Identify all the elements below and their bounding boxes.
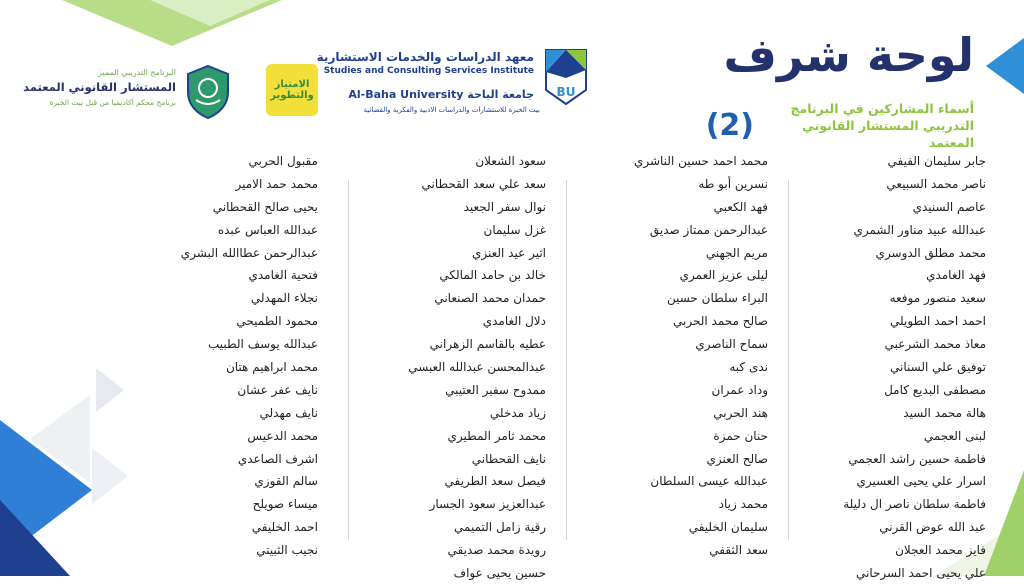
participant-name: اثير عيد العنزي [471,245,546,260]
program-subtext: برنامج محكم أكاديميا من قبل بيت الخبرة [49,98,176,107]
participant-name: معاذ محمد الشرعبي [884,337,986,352]
participant-name: هند الحربي [713,405,768,420]
participant-name: عاصم السنيدي [912,199,986,214]
participant-name: ناصر محمد السبيعي [886,176,986,191]
names-column-4 [168,150,318,562]
participant-name: مصطفى البديع كامل [884,382,986,397]
program-name: المستشار القانوني المعتمد [23,80,176,94]
participant-name: توفيق علي السناني [890,360,986,375]
page-title: لوحة شرف [723,28,974,82]
participant-name: سعد الثقفي [709,543,768,558]
participant-name: نايف عفر عشان [237,382,318,397]
participant-name: اسرار علي يحيى العسيري [856,474,986,489]
participant-name: يحيى صالح القحطاني [212,199,318,214]
participant-name: حسين يحيى عواف [453,566,546,581]
bu-mark-text: BU [556,85,576,99]
names-column-3 [368,150,546,585]
participant-name: محمد احمد حسين الناشري [633,154,768,168]
participant-name: سعد علي سعد القحطاني [421,176,546,191]
participant-name: فايز محمد العجلان [895,543,986,558]
participant-name: لبنى العجمي [923,428,986,443]
participant-name: ممدوح سفير العتيبي [445,382,546,397]
participant-name: فيصل سعد الطريفي [444,474,546,489]
participant-name: عبدالله العباس عبده [217,222,318,237]
participant-name: عبدالله عيسى السلطان [650,474,768,489]
decor-triangle-lightgreen [150,0,270,26]
participant-name: وداد عمران [711,382,768,397]
participant-name: رقية زامل التميمي [454,520,546,535]
bu-arabic-name: معهد الدراسات والخدمات الاستشارية [316,50,534,64]
bu-university-name: Al-Baha University جامعة الباحة [348,88,534,101]
participant-name: محمد زياد [718,497,768,512]
column-divider [348,180,349,540]
participant-name: احمد الخليفي [251,520,318,535]
participant-name: مريم الجهني [705,245,768,260]
participant-name: جابر سليمان الفيفي [887,154,986,168]
decor-triangle-navy [0,500,70,576]
participant-name: عبدالمحسن عبدالله العبسي [408,360,546,375]
participant-name: رويدة محمد صديقي [447,543,546,558]
participant-name: محمد الدعيس [247,428,318,443]
names-column-1 [808,150,986,585]
participant-name: مقبول الحربي [248,154,318,168]
participant-name: هالة محمد السيد [903,405,986,420]
participant-name: فاطمة حسين راشد العجمي [848,451,986,466]
participant-name: فهد الكعبي [713,199,768,214]
participant-name: سعيد منصور موفعه [889,291,986,306]
participant-name: فهد الغامدي [926,268,986,283]
participant-name: سليمان الخليفي [688,520,768,535]
participant-name: محمد مطلق الدوسري [875,245,986,260]
decor-triangle-blue-right [986,38,1024,94]
participant-name: دلال الغامدي [482,314,546,329]
participant-name: صالح العنزي [706,451,768,466]
participant-name: سعود الشعلان [475,154,546,168]
decor-triangle-green-right [984,470,1024,576]
participant-name: علي يحيى احمد السرحاني [855,566,986,581]
names-column-2 [590,150,768,562]
participant-name: عبد الله عوض القرني [879,520,986,535]
participant-name: عبدالرحمن ممتاز صديق [649,222,768,237]
imtiaz-logo: الامتياز والتطوير [266,64,318,116]
participant-name: حنان حمزة [713,428,768,443]
subtitle-block [706,100,974,151]
participant-name: سالم القوزي [254,474,318,489]
participant-name: سماح الناصري [695,337,768,352]
bu-mark-icon [540,48,588,106]
subtitle: أسماء المشاركين في البرنامج التدريبي المستشار القانوني المعتمد [790,101,974,150]
participant-name: ليلى عزيز العمري [679,268,768,283]
participant-name: صالح محمد الحربي [673,314,768,329]
decor-triangle-grey [92,448,128,504]
albaha-university-logo [316,48,588,120]
participant-name: غزل سليمان [483,222,546,237]
participant-name: نجيب الثبيتي [256,543,318,558]
participant-name: عبدالرحمن عطاالله البشري [180,245,318,260]
participant-name: عبدالله يوسف الطبيب [208,337,318,352]
column-divider [566,180,567,540]
batch-number: (2) [705,108,754,143]
participant-name: ميساء صويلح [252,497,318,512]
participant-name: محمد ابراهيم هتان [225,360,318,375]
participant-name: عبدالعزيز سعود الجسار [429,497,546,512]
participant-name: فاطمة سلطان ناصر ال دليلة [843,497,986,512]
decor-triangle-grey [96,368,124,412]
participant-name: فتحية الغامدي [248,268,318,283]
participant-name: خالد بن حامد المالكي [439,268,546,283]
program-tagline: البرنامج التدريبي المميز [98,68,176,77]
participant-name: نوال سفر الجعيد [463,199,546,214]
participant-name: حمدان محمد الصنعاني [434,291,546,306]
participant-name: عبدالله عبيد مناور الشمري [853,222,986,237]
bu-footer-text: بيت الخبرة للاستشارات والدراسات الادبية والفكرية والقضائية [363,106,540,114]
participant-name: نايف القحطاني [471,451,546,466]
participant-name: عطيه بالقاسم الزهراني [429,337,546,352]
participant-name: محمود الطميحي [236,314,318,329]
participant-name: محمد حمد الامير [235,176,318,191]
participant-name: احمد احمد الطويلي [890,314,986,329]
shield-icon [184,64,232,120]
program-logo [23,64,232,124]
bu-english-name: Studies and Consulting Services Institute [323,66,534,76]
participant-name: ندى كبه [729,360,768,375]
participant-name: نايف مهدلي [259,405,318,420]
participant-name: نجلاء المهدلي [250,291,318,306]
participant-name: نسرين أبو طه [698,176,768,191]
participant-name: زياد مدخلي [489,405,546,420]
participant-name: محمد ثامر المطيري [447,428,546,443]
participant-name: اشرف الصاعدي [237,451,318,466]
column-divider [788,180,789,540]
participant-name: البراء سلطان حسين [666,291,768,306]
